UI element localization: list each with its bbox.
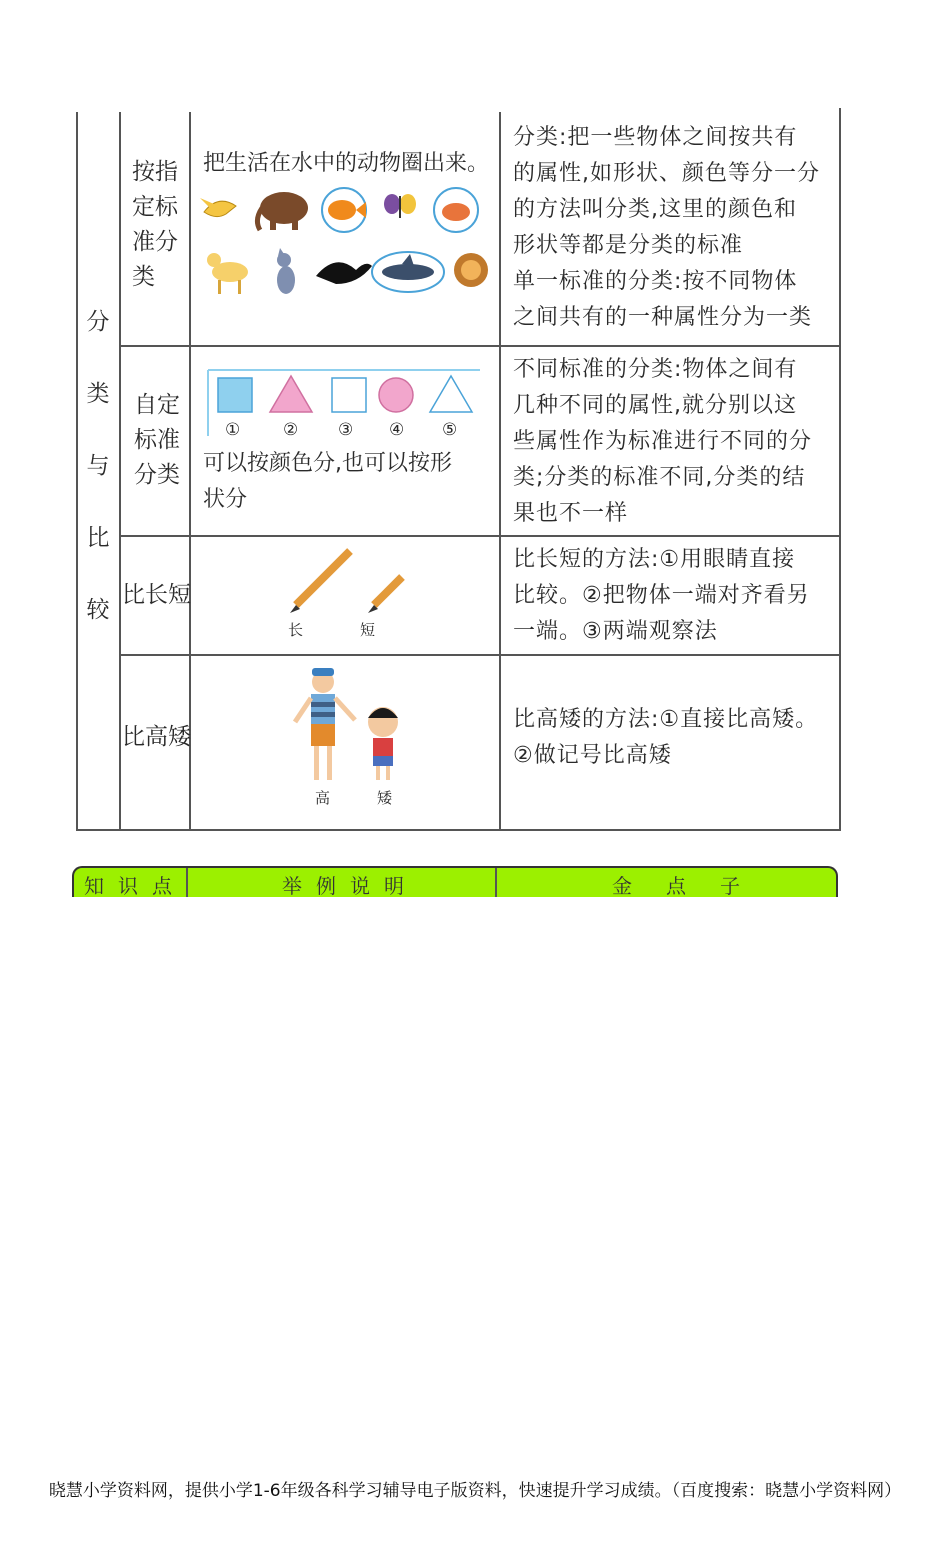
caption-short: 短	[360, 621, 376, 639]
short-pencil-icon	[368, 577, 402, 613]
gold-line: 几种不同的属性,就分别以这	[513, 393, 797, 418]
triangle-shape-icon	[270, 376, 312, 412]
circle-shape-icon	[379, 378, 413, 412]
shape-label: ③	[338, 420, 354, 440]
bird-icon	[200, 198, 236, 217]
long-pencil-icon	[290, 551, 350, 613]
caption-tall: 高	[315, 789, 331, 807]
triangle-outline-icon	[430, 376, 472, 412]
gold-line: 单一标准的分类:按不同物体	[513, 269, 798, 294]
topic-column	[78, 286, 118, 646]
pencil-illustration	[280, 545, 410, 617]
gold-line: 比高矮的方法:①直接比高矮。	[513, 707, 819, 732]
crab-circled-icon	[434, 188, 478, 232]
row1-example-text: 把生活在水中的动物圈出来。	[203, 151, 490, 176]
row3-subtopic: 比长短	[122, 582, 191, 608]
gold-line: 的方法叫分类,这里的颜色和	[513, 197, 797, 222]
shape-label: ①	[225, 420, 241, 440]
lion-icon	[454, 253, 488, 287]
shark-circled-icon	[372, 252, 444, 292]
shape-label: ④	[389, 420, 405, 440]
gold-line: 类;分类的标准不同,分类的结	[513, 465, 806, 490]
example-line: 可以按颜色分,也可以按形	[203, 451, 452, 476]
shape-label: ②	[283, 420, 299, 440]
gold-line: 形状等都是分类的标准	[513, 233, 744, 258]
gold-line: 分类:把一些物体之间按共有	[513, 125, 798, 150]
square-outline-icon	[332, 378, 366, 412]
elephant-icon	[257, 192, 308, 230]
row2-subtopic	[134, 388, 180, 493]
header-knowledge-point: 知识点	[84, 874, 186, 898]
subtopic-line: 类	[132, 264, 155, 290]
gold-line: 比较。②把物体一端对齐看另	[513, 583, 810, 608]
topic-char: 类	[86, 381, 110, 407]
subtopic-line: 按指	[132, 159, 178, 185]
caption-short: 矮	[377, 789, 393, 807]
topic-char: 较	[86, 597, 110, 623]
gold-line: 的属性,如形状、颜色等分一分	[513, 161, 820, 186]
subtopic-line: 自定	[134, 392, 180, 418]
row4-gold-tips	[513, 702, 818, 774]
gold-line: 不同标准的分类:物体之间有	[513, 357, 798, 382]
row1-gold-tips	[513, 120, 820, 336]
header-golden-tips: 金点子	[612, 874, 774, 898]
subtopic-line: 准分	[132, 229, 178, 255]
subtopic-line: 标准	[134, 427, 180, 453]
row3-gold-tips	[513, 542, 810, 650]
footer-note: 晓慧小学资料网，提供小学1-6年级各科学习辅导电子版资料，快速提升学习成绩。（百度搜索：晓慧小学资料网）	[48, 1481, 902, 1501]
gold-line: 之间共有的一种属性分为一类	[513, 305, 813, 330]
kids-illustration	[285, 664, 415, 788]
horse-icon	[207, 253, 248, 294]
cat-icon	[277, 248, 295, 294]
topic-char: 分	[86, 309, 110, 335]
row2-gold-tips	[513, 352, 812, 532]
subtopic-line: 分类	[134, 462, 180, 488]
tall-boy-icon	[295, 668, 355, 780]
shape-label: ⑤	[442, 420, 458, 440]
row2-example-text	[203, 446, 452, 518]
header-examples: 举例说明	[282, 874, 418, 898]
example-line: 状分	[203, 487, 248, 512]
eagle-icon	[316, 262, 372, 284]
gold-line: 比长短的方法:①用眼睛直接	[513, 547, 796, 572]
topic-char: 比	[86, 525, 110, 551]
gold-line: ②做记号比高矮	[513, 743, 672, 768]
gold-line: 些属性作为标准进行不同的分	[513, 429, 813, 454]
subtopic-line: 定标	[132, 194, 178, 220]
row1-subtopic	[132, 155, 178, 295]
gold-line: 果也不一样	[513, 501, 629, 526]
topic-char: 与	[86, 453, 110, 479]
square-shape-icon	[218, 378, 252, 412]
fish-circled-icon	[322, 188, 366, 232]
butterfly-icon	[384, 194, 416, 218]
caption-long: 长	[288, 621, 304, 639]
row4-subtopic: 比高矮	[122, 724, 191, 750]
short-boy-icon	[368, 707, 398, 780]
animal-illustrations	[196, 180, 496, 300]
gold-line: 一端。③两端观察法	[513, 619, 718, 644]
